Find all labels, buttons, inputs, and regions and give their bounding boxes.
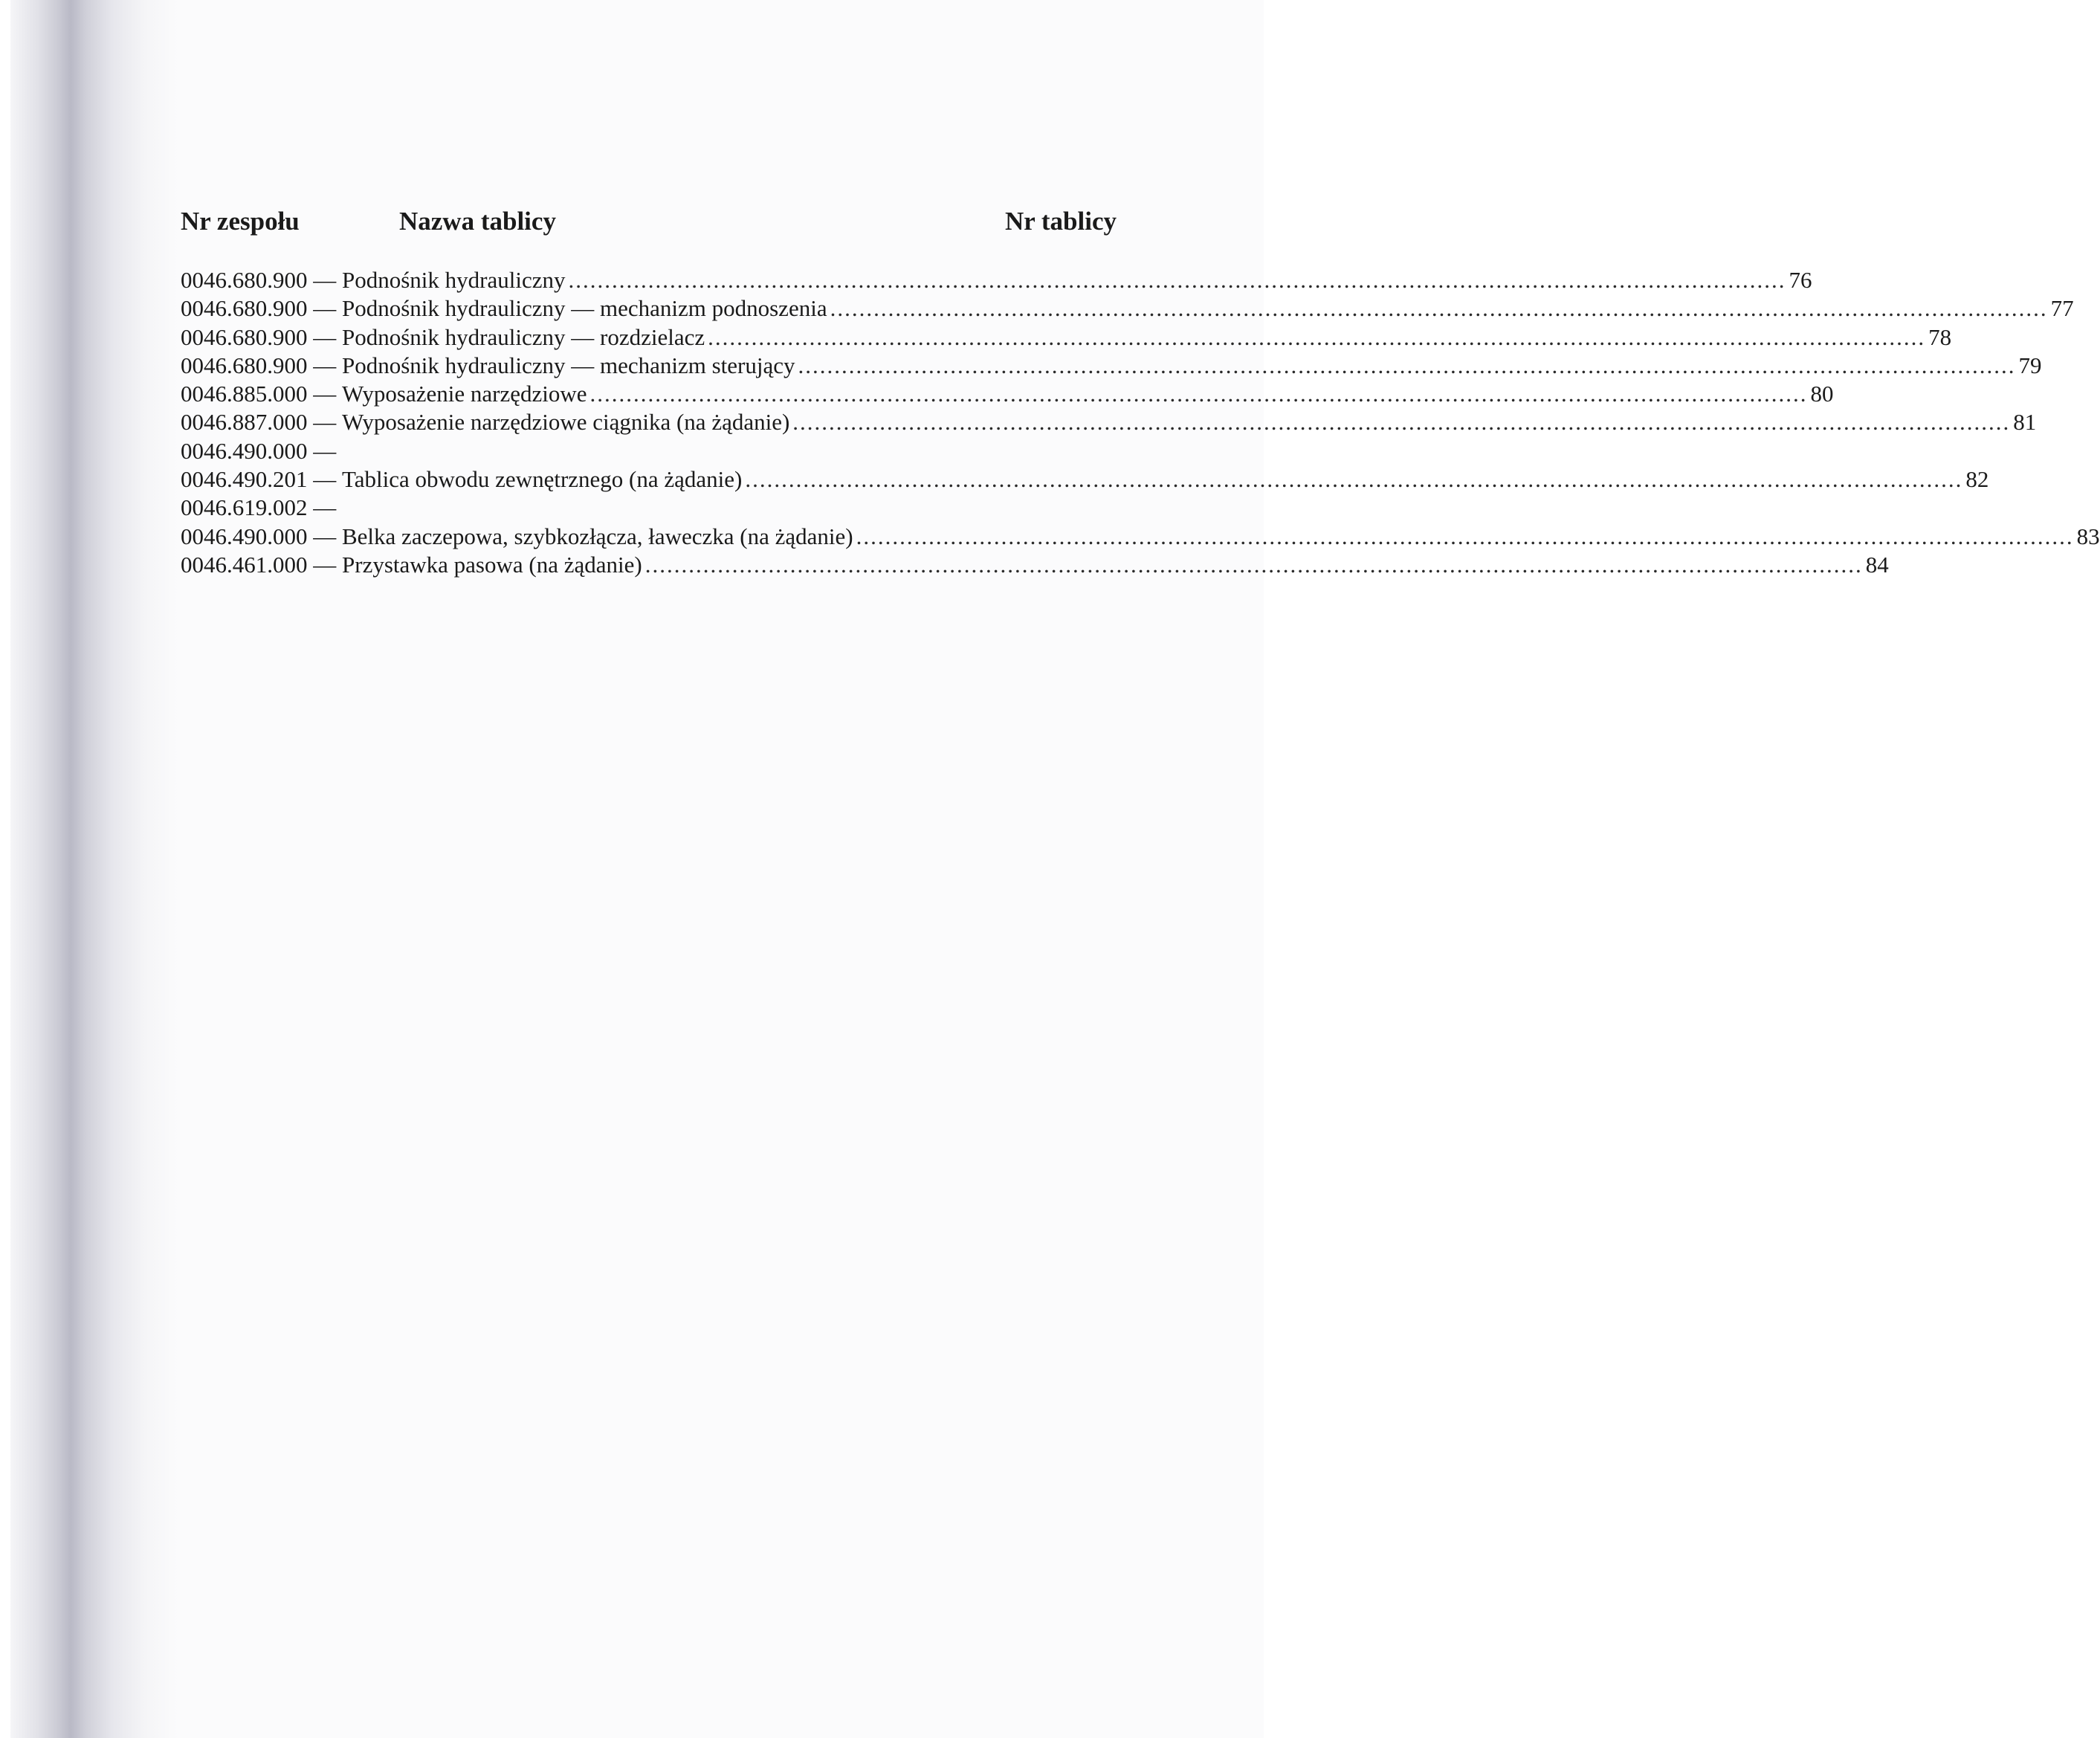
toc-code: 0046.885.000 — [181, 381, 308, 407]
toc-code: 0046.680.900 — [181, 352, 308, 378]
toc-page-number: 76 — [1789, 267, 1812, 293]
toc-title: Wyposażenie narzędziowe ciągnika (na żądanie) — [342, 409, 790, 436]
toc-dash: — — [313, 494, 337, 521]
toc-dash: — — [313, 437, 337, 464]
toc-page-number: 79 — [2018, 352, 2042, 378]
toc-dash: — — [313, 267, 337, 293]
toc-header — [181, 205, 1117, 250]
toc-code: 0046.680.900 — [181, 267, 308, 293]
toc-page-number: 80 — [1810, 381, 1834, 407]
toc-row — [181, 323, 1952, 352]
toc-leader: ........................................................................................................................................................................ — [792, 409, 2011, 436]
toc-title: Tablica obwodu zewnętrznego (na żądanie) — [342, 466, 743, 493]
toc-title: Podnośnik hydrauliczny — [342, 267, 566, 293]
toc-page-number: 77 — [2050, 295, 2074, 322]
header-group-number: Nr zespołu — [181, 207, 300, 236]
toc-code: 0046.490.201 — [181, 466, 308, 493]
toc-row — [181, 551, 1889, 579]
toc-leader: ........................................................................................................................................................................ — [856, 523, 2074, 549]
toc-row — [181, 523, 2100, 551]
header-table-number: Nr tablicy — [1004, 207, 1117, 236]
toc-row — [181, 437, 1117, 465]
toc-row — [181, 352, 2042, 380]
toc-leader: ........................................................................................................................................................................ — [568, 267, 1786, 293]
toc-title: Podnośnik hydrauliczny — mechanizm sterujący — [342, 352, 795, 378]
toc-row — [181, 380, 1834, 408]
toc-page-number: 83 — [2076, 523, 2100, 549]
toc-code: 0046.887.000 — [181, 409, 308, 436]
toc-row — [181, 465, 1989, 494]
binding-edge — [0, 0, 10, 1738]
toc-leader: ........................................................................................................................................................................ — [589, 381, 1808, 407]
toc-dash: — — [313, 551, 337, 578]
toc-row — [181, 408, 2037, 436]
toc-leader: ........................................................................................................................................................................ — [644, 551, 1863, 578]
toc-page-number: 78 — [1928, 323, 1952, 350]
toc-code: 0046.680.900 — [181, 323, 308, 350]
toc-row — [181, 494, 1117, 522]
toc-dash: — — [313, 523, 337, 549]
toc-leader: ........................................................................................................................................................................ — [708, 323, 1926, 350]
toc-leader: ........................................................................................................................................................................ — [798, 352, 2016, 378]
toc-dash: — — [313, 466, 337, 493]
toc-title: Belka zaczepowa, szybkozłącza, ławeczka (na żądanie) — [342, 523, 853, 549]
toc-code: 0046.490.000 — [181, 523, 308, 549]
toc-dash: — — [313, 323, 337, 350]
header-table-name: Nazwa tablicy — [399, 207, 556, 236]
binding-shadow — [0, 0, 178, 1738]
toc-dash: — — [313, 295, 337, 322]
toc-code: 0046.680.900 — [181, 295, 308, 322]
toc-title: Przystawka pasowa (na żądanie) — [342, 551, 642, 578]
toc-leader: ........................................................................................................................................................................ — [745, 466, 1963, 493]
toc-page-number: 81 — [2013, 409, 2037, 436]
toc-page-number: 84 — [1865, 551, 1889, 578]
toc-leader: ........................................................................................................................................................................ — [830, 295, 2048, 322]
toc-title: Podnośnik hydrauliczny — mechanizm podnoszenia — [342, 295, 827, 322]
toc-title: Wyposażenie narzędziowe — [342, 381, 587, 407]
toc-code: 0046.619.002 — [181, 494, 308, 521]
toc-dash: — — [313, 381, 337, 407]
toc-row — [181, 294, 2074, 323]
toc-code: 0046.490.000 — [181, 437, 308, 464]
toc-code: 0046.461.000 — [181, 551, 308, 578]
toc-row — [181, 266, 1812, 294]
toc-dash: — — [313, 352, 337, 378]
toc-dash: — — [313, 409, 337, 436]
table-of-contents — [181, 205, 2100, 579]
toc-title: Podnośnik hydrauliczny — rozdzielacz — [342, 323, 705, 350]
toc-page-number: 82 — [1965, 466, 1989, 493]
